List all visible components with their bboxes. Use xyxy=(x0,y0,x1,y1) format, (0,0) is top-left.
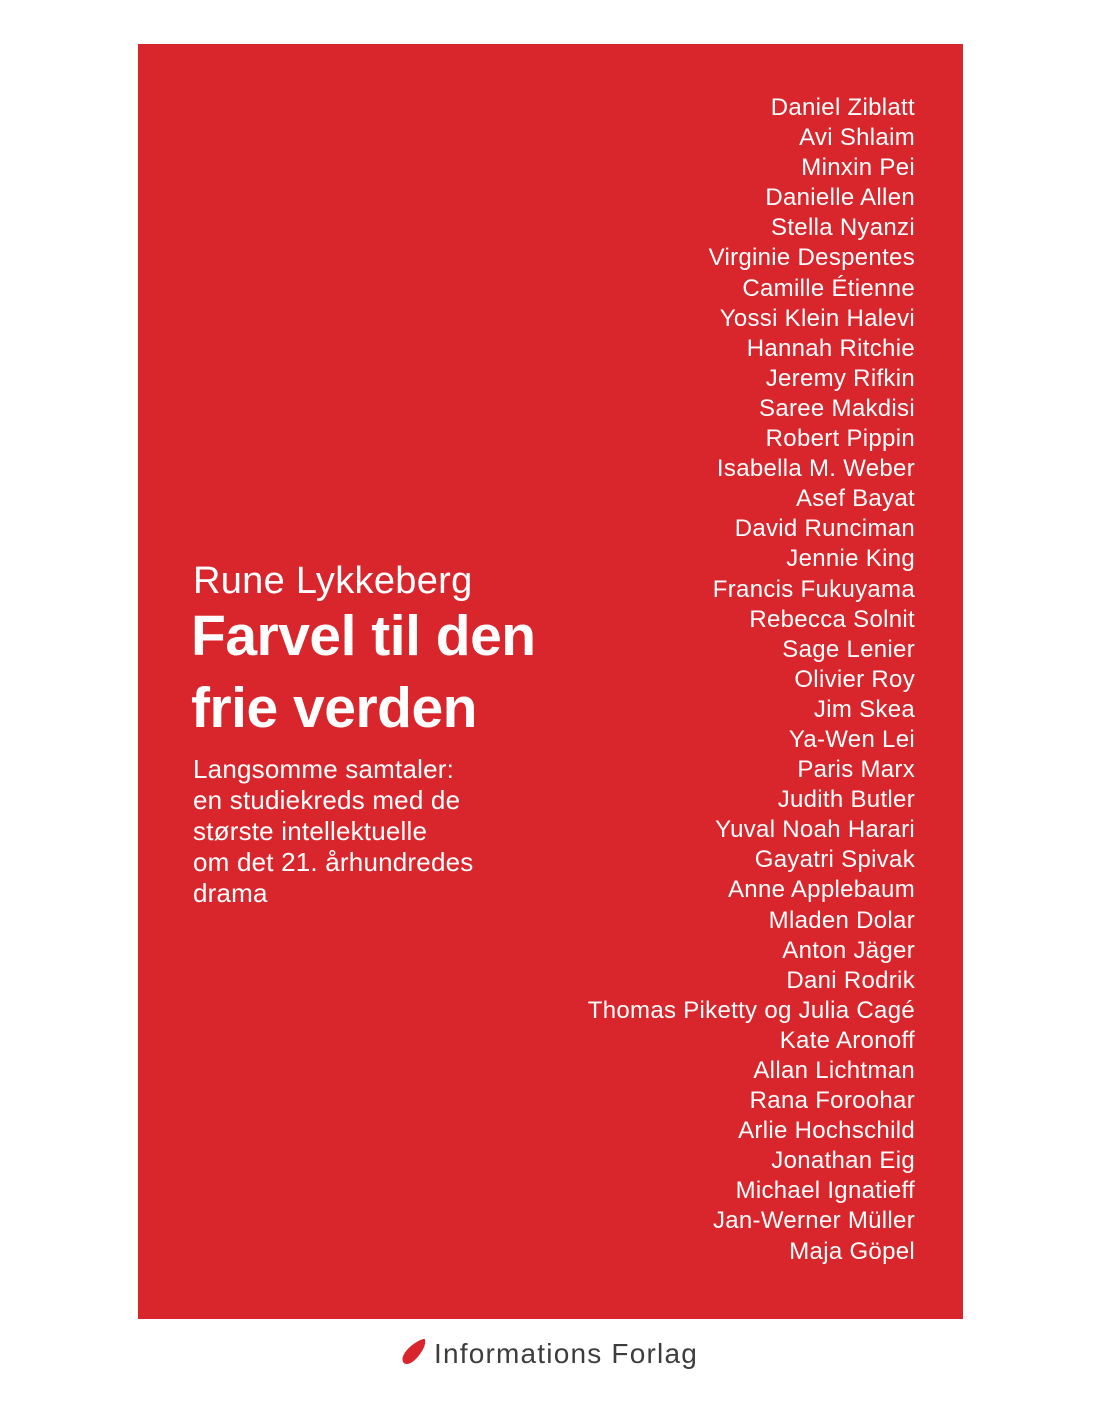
book-title xyxy=(191,600,536,744)
name-list-item: Jeremy Rifkin xyxy=(765,364,915,392)
name-list-item: Rebecca Solnit xyxy=(749,605,915,633)
name-list-item: Francis Fukuyama xyxy=(712,575,915,603)
name-list-item: Allan Lichtman xyxy=(753,1057,915,1084)
information-comma-icon xyxy=(402,1338,427,1366)
name-list-item: Stella Nyanzi xyxy=(771,214,915,242)
subtitle-line: om det 21. århundredes xyxy=(193,847,474,877)
cover-panel xyxy=(138,44,963,1319)
name-list-item: Danielle Allen xyxy=(765,184,915,212)
subtitle-line: en studiekreds med de xyxy=(193,785,461,815)
name-list-item: Virginie Despentes xyxy=(708,244,915,272)
name-list-item: Dani Rodrik xyxy=(786,966,915,994)
author-name: Rune Lykkeberg xyxy=(193,560,473,602)
name-list-item: Arlie Hochschild xyxy=(738,1117,915,1145)
name-list-item: Judith Butler xyxy=(777,786,915,814)
publisher-name: Informations Forlag xyxy=(433,1338,698,1369)
name-list-item: Mladen Dolar xyxy=(768,906,915,934)
name-list-item: David Runciman xyxy=(734,515,915,543)
name-list-item: Yossi Klein Halevi xyxy=(719,304,915,332)
name-list-item: Jennie King xyxy=(786,545,915,573)
publisher-footer xyxy=(0,1338,1100,1370)
name-list-item: Jan-Werner Müller xyxy=(712,1207,915,1235)
name-list-item: Michael Ignatieff xyxy=(735,1177,915,1205)
name-list-item: Sage Lenier xyxy=(782,635,915,663)
name-list-item: Gayatri Spivak xyxy=(754,846,915,874)
name-list-item: Isabella M. Weber xyxy=(716,455,915,483)
name-list-item: Robert Pippin xyxy=(765,425,915,453)
name-list-item: Kate Aronoff xyxy=(779,1026,915,1054)
name-list-item: Thomas Piketty og Julia Cagé xyxy=(587,996,915,1024)
names-list xyxy=(588,93,915,1267)
subtitle-line: største intellektuelle xyxy=(193,816,428,846)
name-list-item: Olivier Roy xyxy=(794,665,915,693)
name-list-item: Daniel Ziblatt xyxy=(770,94,915,121)
name-list-item: Jim Skea xyxy=(813,695,915,723)
name-list-item: Paris Marx xyxy=(797,756,915,784)
name-list-item: Rana Foroohar xyxy=(749,1087,915,1115)
name-list-item: Saree Makdisi xyxy=(759,394,915,422)
name-list-item: Hannah Ritchie xyxy=(746,334,915,362)
name-list-item: Yuval Noah Harari xyxy=(715,816,915,844)
subtitle-line: drama xyxy=(193,878,268,908)
name-list-item: Avi Shlaim xyxy=(799,124,915,152)
name-list-item: Ya-Wen Lei xyxy=(788,725,915,753)
name-list-item: Maja Göpel xyxy=(789,1237,915,1265)
book-title-line-1: Farvel til den xyxy=(191,604,536,668)
subtitle xyxy=(193,754,473,909)
name-list-item: Anton Jäger xyxy=(782,936,915,964)
name-list-item: Asef Bayat xyxy=(795,485,915,513)
name-list-item: Jonathan Eig xyxy=(771,1147,915,1175)
book-title-line-2: frie verden xyxy=(191,676,477,740)
subtitle-line: Langsomme samtaler: xyxy=(193,754,455,784)
name-list-item: Anne Applebaum xyxy=(727,876,915,904)
name-list-item: Camille Étienne xyxy=(742,274,915,302)
name-list-item: Minxin Pei xyxy=(801,154,915,182)
